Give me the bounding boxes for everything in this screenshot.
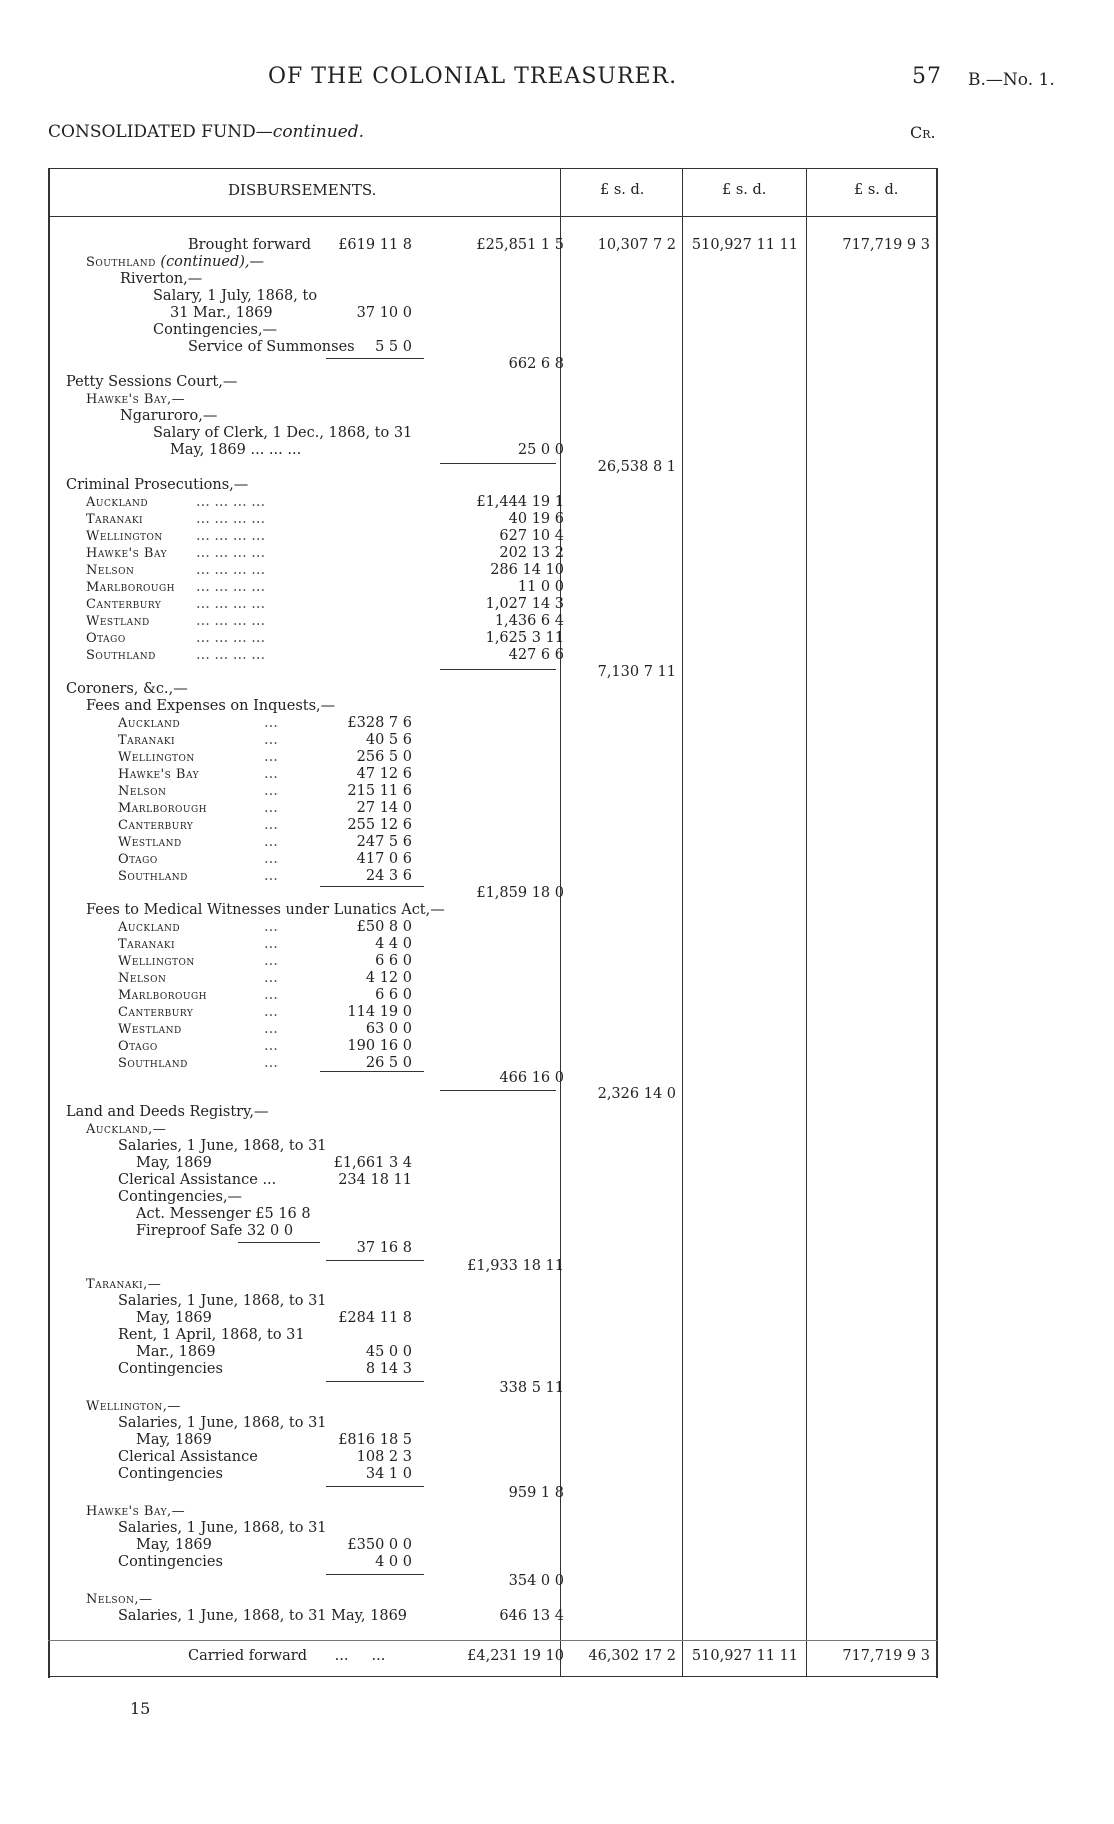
- land-auckland-heading: Auckland,—: [86, 1122, 167, 1137]
- inquest-row-name: Wellington: [118, 750, 195, 765]
- subtotal-rule: [326, 1381, 424, 1382]
- brought-forward-a: £619 11 8: [338, 237, 412, 253]
- clerk-salary-period: May, 1869 ... ... ...: [170, 442, 302, 458]
- brought-forward-b: £25,851 1 5: [476, 237, 564, 253]
- disbursements-header: DISBURSEMENTS.: [228, 181, 377, 199]
- act-messenger-item: Act. Messenger £5 16 8: [136, 1206, 311, 1222]
- crim-row-amount: 427 6 6: [508, 647, 564, 663]
- leader-dots: ... ... ... ...: [196, 545, 266, 561]
- coroners-heading: Coroners, &c.,—: [66, 681, 188, 697]
- land-hawkes-bay-salaries-amount: £350 0 0: [347, 1537, 412, 1553]
- medical-row-amount: 114 19 0: [347, 1004, 412, 1020]
- inquest-row-name: Auckland: [118, 716, 181, 731]
- col2-header: £ s. d.: [722, 182, 767, 198]
- land-taranaki-rent-period: Mar., 1869: [136, 1344, 216, 1360]
- medical-witnesses-total: 466 16 0: [499, 1070, 564, 1086]
- riverton-salary-label: Salary, 1 July, 1868, to: [153, 288, 318, 304]
- leader-dots: ...: [264, 987, 278, 1003]
- land-taranaki-heading: Taranaki,—: [86, 1277, 162, 1292]
- medical-row-name: Nelson: [118, 971, 167, 986]
- southland-heading: Southland (continued),—: [86, 254, 265, 270]
- land-wellington-heading: Wellington,—: [86, 1399, 181, 1414]
- table-bottom-rule: [48, 1676, 938, 1677]
- ngaruroro-heading: Ngaruroro,—: [120, 408, 218, 424]
- leader-dots: ... ... ... ...: [196, 562, 266, 578]
- land-hawkes-bay-heading: Hawke's Bay,—: [86, 1504, 186, 1519]
- medical-witnesses-heading: Fees to Medical Witnesses under Lunatics Act,—: [86, 902, 445, 918]
- land-nelson-salaries-label: Salaries, 1 June, 1868, to 31 May, 1869: [118, 1608, 408, 1624]
- crim-row-name: Wellington: [86, 529, 163, 544]
- crim-row-name: Southland: [86, 648, 156, 663]
- leader-dots: ...: [264, 817, 278, 833]
- medical-row-name: Marlborough: [118, 988, 208, 1003]
- land-wellington-clerical-label: Clerical Assistance: [118, 1449, 258, 1465]
- crim-row-amount: 627 10 4: [499, 528, 564, 544]
- crim-row-amount: 40 19 6: [508, 511, 564, 527]
- medical-row-name: Wellington: [118, 954, 195, 969]
- land-hawkes-bay-salaries-period: May, 1869: [136, 1537, 212, 1553]
- page-number: 57: [912, 64, 942, 89]
- col3-header: £ s. d.: [854, 182, 899, 198]
- leader-dots: ...: [264, 1055, 278, 1071]
- col-divider-3: [806, 168, 807, 1676]
- crim-row-name: Taranaki: [86, 512, 144, 527]
- leader-dots: ...: [264, 749, 278, 765]
- medical-row-amount: 6 6 0: [375, 987, 412, 1003]
- brought-forward-label: Brought forward: [188, 237, 312, 253]
- leader-dots: ...: [264, 766, 278, 782]
- leader-dots: ...: [264, 868, 278, 884]
- inquest-row-name: Hawke's Bay: [118, 767, 200, 782]
- leader-dots: ... ... ... ...: [196, 596, 266, 612]
- petty-sessions-column-total: 26,538 8 1: [597, 459, 676, 475]
- riverton-salary-amount: 37 10 0: [356, 305, 412, 321]
- leader-dots: ...: [264, 783, 278, 799]
- leader-dots: ...: [264, 1038, 278, 1054]
- fireproof-safe-item: Fireproof Safe 32 0 0: [136, 1223, 294, 1239]
- land-taranaki-contingencies-amount: 8 14 3: [365, 1361, 412, 1377]
- medical-row-amount: 4 12 0: [365, 970, 412, 986]
- inquest-row-amount: £328 7 6: [347, 715, 412, 731]
- crim-row-name: Nelson: [86, 563, 135, 578]
- brought-forward-c1: 10,307 7 2: [597, 237, 676, 253]
- leader-dots: ...: [264, 1004, 278, 1020]
- inquest-row-name: Otago: [118, 852, 158, 867]
- land-wellington-salaries-label: Salaries, 1 June, 1868, to 31: [118, 1415, 327, 1431]
- land-wellington-clerical-amount: 108 2 3: [356, 1449, 412, 1465]
- subtotal-rule: [326, 1260, 424, 1261]
- crim-row-name: Hawke's Bay: [86, 546, 168, 561]
- land-auckland-total: £1,933 18 11: [467, 1258, 564, 1274]
- land-auckland-clerical-label: Clerical Assistance ...: [118, 1172, 277, 1188]
- land-deeds-heading: Land and Deeds Registry,—: [66, 1104, 269, 1120]
- leader-dots: ... ... ... ...: [196, 579, 266, 595]
- land-auckland-salaries-amount: £1,661 3 4: [333, 1155, 412, 1171]
- medical-row-amount: 4 4 0: [375, 936, 412, 952]
- inquest-row-amount: 27 14 0: [356, 800, 412, 816]
- land-auckland-salaries-label: Salaries, 1 June, 1868, to 31: [118, 1138, 327, 1154]
- land-auckland-contingencies-label: Contingencies,—: [118, 1189, 243, 1205]
- land-hawkes-bay-total: 354 0 0: [508, 1573, 564, 1589]
- land-wellington-contingencies-label: Contingencies: [118, 1466, 223, 1482]
- medical-row-amount: 190 16 0: [347, 1038, 412, 1054]
- land-hawkes-bay-contingencies-label: Contingencies: [118, 1554, 223, 1570]
- crim-row-amount: 1,625 3 11: [485, 630, 564, 646]
- leader-dots: ...: [264, 936, 278, 952]
- header-rule: [48, 216, 938, 217]
- land-auckland-salaries-period: May, 1869: [136, 1155, 212, 1171]
- table-right-border: [936, 168, 938, 1678]
- leader-dots: ... ... ... ...: [196, 613, 266, 629]
- inquest-row-amount: 256 5 0: [356, 749, 412, 765]
- land-auckland-clerical-amount: 234 18 11: [338, 1172, 412, 1188]
- leader-dots: ...: [264, 1021, 278, 1037]
- southland-total: 662 6 8: [508, 356, 564, 372]
- land-taranaki-rent-amount: 45 0 0: [365, 1344, 412, 1360]
- land-taranaki-total: 338 5 11: [499, 1380, 564, 1396]
- crim-row-name: Canterbury: [86, 597, 162, 612]
- criminal-prosecutions-heading: Criminal Prosecutions,—: [66, 477, 249, 493]
- col-divider-1: [560, 168, 561, 1676]
- leader-dots: ... ... ... ...: [196, 647, 266, 663]
- leader-dots: ... ... ... ...: [196, 511, 266, 527]
- table-top-rule: [48, 168, 938, 169]
- land-taranaki-salaries-amount: £284 11 8: [338, 1310, 412, 1326]
- table-left-border: [48, 168, 50, 1678]
- section-rule: [440, 463, 556, 464]
- service-summonses-label: Service of Summonses: [188, 339, 355, 355]
- credit-label: Cr.: [910, 123, 936, 142]
- crim-row-amount: 1,027 14 3: [485, 596, 564, 612]
- land-wellington-salaries-period: May, 1869: [136, 1432, 212, 1448]
- medical-row-name: Westland: [118, 1022, 182, 1037]
- carried-forward-c3: 717,719 9 3: [842, 1648, 930, 1664]
- leader-dots: ... ... ... ...: [196, 630, 266, 646]
- land-taranaki-salaries-label: Salaries, 1 June, 1868, to 31: [118, 1293, 327, 1309]
- document-reference: B.—No. 1.: [968, 70, 1055, 90]
- carried-forward-b: £4,231 19 10: [467, 1648, 564, 1664]
- subtotal-rule: [326, 1486, 424, 1487]
- medical-row-amount: 26 5 0: [365, 1055, 412, 1071]
- land-taranaki-salaries-period: May, 1869: [136, 1310, 212, 1326]
- criminal-prosecutions-column-total: 7,130 7 11: [597, 664, 676, 680]
- leader-dots: ...: [264, 953, 278, 969]
- inquest-row-amount: 24 3 6: [365, 868, 412, 884]
- riverton-heading: Riverton,—: [120, 271, 203, 287]
- hawkes-bay-heading: Hawke's Bay,—: [86, 392, 186, 407]
- subtotal-rule: [326, 358, 424, 359]
- fund-title: CONSOLIDATED FUND—continued.: [48, 122, 365, 142]
- leader-dots: ...: [264, 715, 278, 731]
- clerk-salary-amount: 25 0 0: [517, 442, 564, 458]
- subtotal-rule: [326, 1574, 424, 1575]
- carried-forward-rule: [48, 1640, 938, 1641]
- inquest-row-name: Westland: [118, 835, 182, 850]
- carried-forward-label: Carried forward ... ...: [188, 1648, 386, 1664]
- leader-dots: ...: [264, 732, 278, 748]
- crim-row-name: Westland: [86, 614, 150, 629]
- medical-row-name: Taranaki: [118, 937, 176, 952]
- inquest-row-amount: 417 0 6: [356, 851, 412, 867]
- inquest-row-name: Nelson: [118, 784, 167, 799]
- inquest-row-name: Canterbury: [118, 818, 194, 833]
- crim-row-amount: 202 13 2: [499, 545, 564, 561]
- crim-row-name: Marlborough: [86, 580, 176, 595]
- coroners-column-total: 2,326 14 0: [597, 1086, 676, 1102]
- inquest-row-amount: 40 5 6: [365, 732, 412, 748]
- medical-row-amount: £50 8 0: [356, 919, 412, 935]
- leader-dots: ... ... ... ...: [196, 528, 266, 544]
- crim-row-amount: 1,436 6 4: [494, 613, 564, 629]
- crim-row-name: Otago: [86, 631, 126, 646]
- subtotal-rule: [320, 1071, 424, 1072]
- petty-sessions-heading: Petty Sessions Court,—: [66, 374, 238, 390]
- clerk-salary-label: Salary of Clerk, 1 Dec., 1868, to 31: [153, 425, 413, 441]
- inquest-row-amount: 255 12 6: [347, 817, 412, 833]
- leader-dots: ...: [264, 800, 278, 816]
- brought-forward-c3: 717,719 9 3: [842, 237, 930, 253]
- medical-row-amount: 63 0 0: [365, 1021, 412, 1037]
- inquest-row-name: Taranaki: [118, 733, 176, 748]
- land-nelson-heading: Nelson,—: [86, 1592, 153, 1607]
- service-summonses-amount: 5 5 0: [375, 339, 412, 355]
- land-wellington-total: 959 1 8: [508, 1485, 564, 1501]
- leader-dots: ...: [264, 834, 278, 850]
- medical-row-amount: 6 6 0: [375, 953, 412, 969]
- land-nelson-total: 646 13 4: [499, 1608, 564, 1624]
- inquest-row-amount: 215 11 6: [347, 783, 412, 799]
- leader-dots: ...: [264, 851, 278, 867]
- land-taranaki-contingencies-label: Contingencies: [118, 1361, 223, 1377]
- medical-row-name: Southland: [118, 1056, 188, 1071]
- subtotal-rule: [320, 886, 424, 887]
- riverton-contingencies-label: Contingencies,—: [153, 322, 278, 338]
- section-rule: [440, 669, 556, 670]
- land-wellington-salaries-amount: £816 18 5: [338, 1432, 412, 1448]
- crim-row-name: Auckland: [86, 495, 149, 510]
- leader-dots: ...: [264, 970, 278, 986]
- land-auckland-contingencies-amount: 37 16 8: [356, 1240, 412, 1256]
- land-hawkes-bay-salaries-label: Salaries, 1 June, 1868, to 31: [118, 1520, 327, 1536]
- inquest-row-name: Marlborough: [118, 801, 208, 816]
- brought-forward-c2: 510,927 11 11: [691, 237, 798, 253]
- land-hawkes-bay-contingencies-amount: 4 0 0: [375, 1554, 412, 1570]
- land-taranaki-rent-label: Rent, 1 April, 1868, to 31: [118, 1327, 305, 1343]
- leader-dots: ...: [264, 919, 278, 935]
- sheet-number: 15: [130, 1699, 151, 1718]
- crim-row-amount: 11 0 0: [517, 579, 564, 595]
- riverton-salary-period: 31 Mar., 1869: [170, 305, 273, 321]
- medical-row-name: Otago: [118, 1039, 158, 1054]
- inquests-heading: Fees and Expenses on Inquests,—: [86, 698, 336, 714]
- leader-dots: ... ... ... ...: [196, 494, 266, 510]
- inquests-total: £1,859 18 0: [476, 885, 564, 901]
- crim-row-amount: 286 14 10: [490, 562, 564, 578]
- carried-forward-c1: 46,302 17 2: [588, 1648, 676, 1664]
- medical-row-name: Canterbury: [118, 1005, 194, 1020]
- col1-header: £ s. d.: [600, 182, 645, 198]
- inquest-row-amount: 47 12 6: [356, 766, 412, 782]
- inquest-row-name: Southland: [118, 869, 188, 884]
- land-wellington-contingencies-amount: 34 1 0: [365, 1466, 412, 1482]
- section-rule: [440, 1090, 556, 1091]
- crim-row-amount: £1,444 19 1: [476, 494, 564, 510]
- medical-row-name: Auckland: [118, 920, 181, 935]
- col-divider-2: [682, 168, 683, 1676]
- page-heading: OF THE COLONIAL TREASURER.: [268, 64, 678, 89]
- carried-forward-c2: 510,927 11 11: [691, 1648, 798, 1664]
- inquest-row-amount: 247 5 6: [356, 834, 412, 850]
